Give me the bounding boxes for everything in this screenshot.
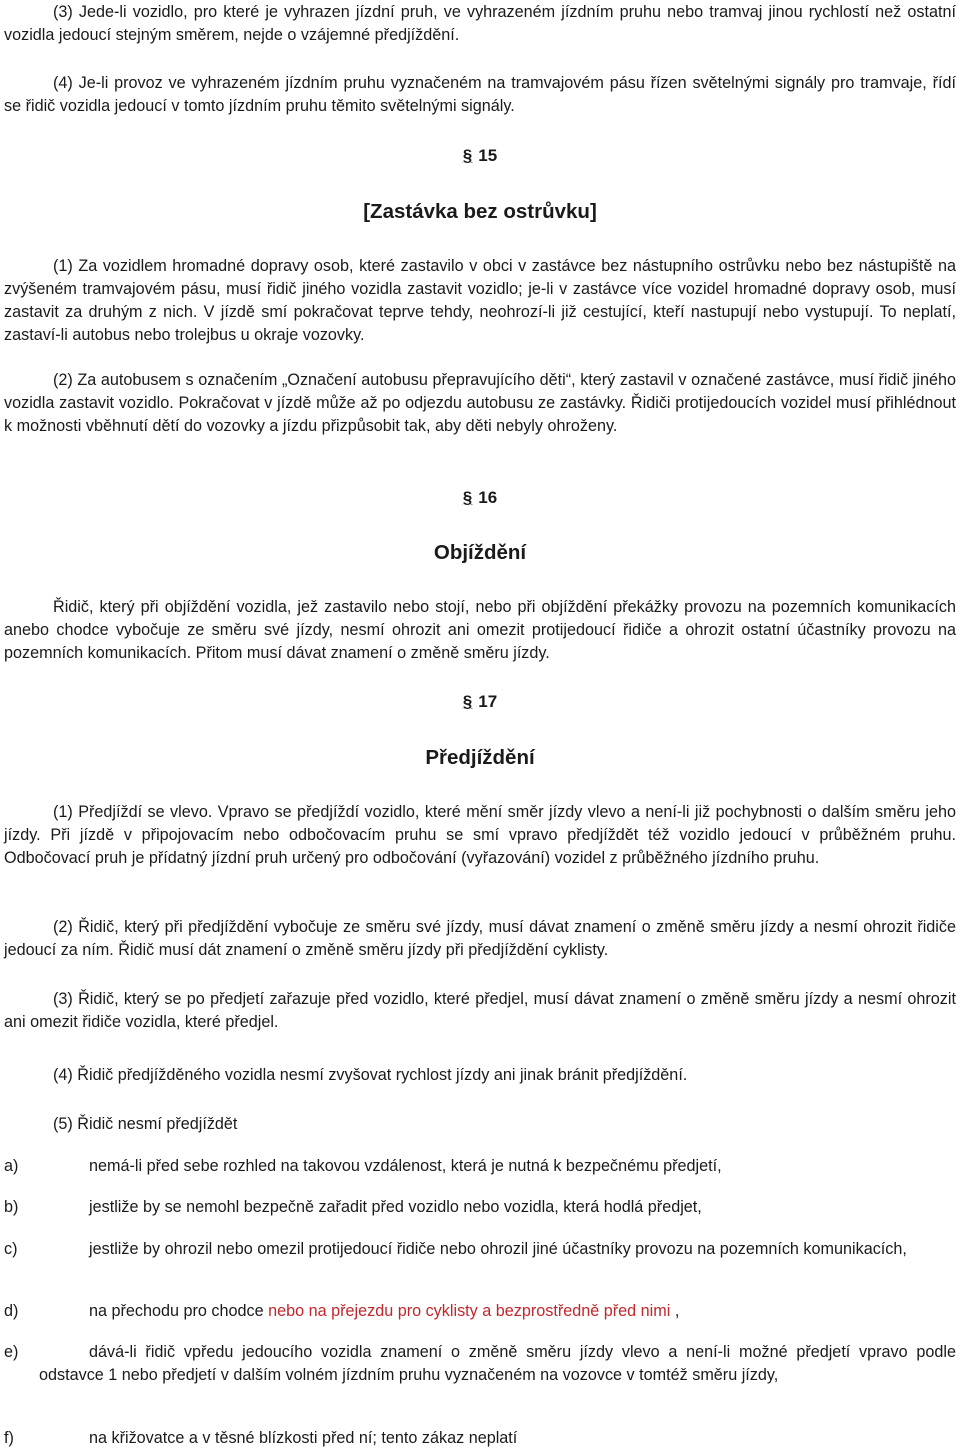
section-17-paragraph-2: (2) Řidič, který při předjíždění vybočuje ze směru své jízdy, musí dávat znamení o změně směru jízdy a nesmí ohrozit řidiče jedoucí za ním. Řidič musí dát znamení o změně směru jízdy při předjíždění cyklisty. xyxy=(4,918,956,959)
list-item-label: d) xyxy=(4,1302,19,1320)
section-symbol: § xyxy=(462,488,473,507)
section-17-number xyxy=(4,692,956,712)
list-item-text: dává-li řidič vpředu jedoucího vozidla znamení o změně směru jízdy vlevo a není-li možné předjetí vpravo podle odstavce 1 nebo předjetí v dalším volném jízdním pruhu vyznačeném na vozovce v tomtéž směru jízdy, xyxy=(39,1343,956,1384)
section-16-title: Objíždění xyxy=(433,541,527,564)
section-17-title: Předjíždění xyxy=(425,746,535,769)
section-17-paragraph-5: (5) Řidič nesmí předjíždět xyxy=(53,1115,238,1133)
section-17-paragraph-1: (1) Předjíždí se vlevo. Vpravo se předjíždí vozidlo, které mění směr jízdy vlevo a není-li již pochybnosti o dalším směru jeho jízdy. Při jízdě v připojovacím nebo odbočovacím pruhu se smí vpravo předjíždět též vozidlo jedoucí v průběžném pruhu. Odbočovací pruh je přídatný jízdní pruh určený pro odbočování (vyřazování) vozidel z průběžného jízdního pruhu. xyxy=(4,803,956,867)
list-item-f xyxy=(4,1427,956,1450)
list-item-b xyxy=(4,1196,956,1219)
section-symbol: § xyxy=(462,146,473,165)
paragraph-4: (4) Je-li provoz ve vyhrazeném jízdním pruhu vyznačeném na tramvajovém pásu řízen světelnými signály pro tramvaje, řídí se řidič vozidla jedoucí v tomto jízdním pruhu těmito světelnými signály. xyxy=(4,74,956,115)
list-item-e xyxy=(4,1341,956,1387)
list-item-text: na přechodu pro chodce xyxy=(89,1302,264,1320)
list-item-label: e) xyxy=(4,1343,19,1361)
list-item-d xyxy=(4,1300,956,1323)
list-item-label: f) xyxy=(4,1429,14,1447)
section-15-title: [Zastávka bez ostrůvku] xyxy=(363,200,597,223)
list-item-text: nemá-li před sebe rozhled na takovou vzdálenost, která je nutná k bezpečnému předjetí, xyxy=(89,1157,722,1175)
list-item-label: a) xyxy=(4,1157,19,1175)
section-number: 15 xyxy=(478,146,498,165)
list-item-tail: , xyxy=(674,1302,680,1320)
list-item-amendment-text: nebo na přejezdu pro cyklisty a bezprostředně před nimi xyxy=(268,1302,671,1320)
list-item-label: c) xyxy=(4,1240,18,1258)
section-16-number xyxy=(4,488,956,508)
section-symbol: § xyxy=(462,692,473,711)
section-number: 17 xyxy=(478,692,498,711)
section-15-paragraph-1: (1) Za vozidlem hromadné dopravy osob, které zastavilo v obci v zastávce bez nástupního ostrůvku nebo bez nástupiště na zvýšeném tramvajovém pásu, musí řidič jiného vozidla zastavit vozidlo; je-li v zastávce více vozidel hromadné dopravy osob, musí zastavit za druhým z nich. V jízdě smí pokračovat teprve tehdy, neohrozí-li již cestující, kteří nastupují nebo vystupují. To neplatí, zastaví-li autobus nebo trolejbus u okraje vozovky. xyxy=(4,257,956,344)
paragraph-3: (3) Jede-li vozidlo, pro které je vyhrazen jízdní pruh, ve vyhrazeném jízdním pruhu nebo tramvaj jinou rychlostí než ostatní vozidla jedoucí stejným směrem, nejde o vzájemné předjíždění. xyxy=(4,3,956,44)
section-15-paragraph-2: (2) Za autobusem s označením „Označení autobusu přepravujícího děti“, který zastavil v označené zastávce, musí řidič jiného vozidla zastavit vozidlo. Pokračovat v jízdě může až po odjezdu autobusu ze zastávky. Řidiči protijedoucích vozidel musí přihlédnout k možnosti vběhnutí dětí do vozovky a jízdu přizpůsobit tak, aby děti nebyly ohroženy. xyxy=(4,371,956,435)
list-item-text: jestliže by se nemohl bezpečně zařadit před vozidlo nebo vozidla, která hodlá předjet, xyxy=(89,1198,702,1216)
list-item-text: na křižovatce a v těsné blízkosti před ní; tento zákaz neplatí xyxy=(89,1429,518,1447)
section-17-paragraph-4: (4) Řidič předjížděného vozidla nesmí zvyšovat rychlost jízdy ani jinak bránit předjíždění. xyxy=(53,1066,688,1084)
list-item-a xyxy=(4,1155,956,1178)
section-17-paragraph-3: (3) Řidič, který se po předjetí zařazuje před vozidlo, které předjel, musí dávat znamení o změně směru jízdy a nesmí ohrozit ani omezit řidiče vozidla, které předjel. xyxy=(4,990,956,1031)
list-item-c xyxy=(4,1238,956,1261)
list-item-label: b) xyxy=(4,1198,19,1216)
section-15-number xyxy=(4,146,956,166)
list-item-text: jestliže by ohrozil nebo omezil protijedoucí řidiče nebo ohrozil jiné účastníky provozu na pozemních komunikacích, xyxy=(89,1240,907,1258)
section-16-paragraph: Řidič, který při objíždění vozidla, jež zastavilo nebo stojí, nebo při objíždění překážky provozu na pozemních komunikacích anebo chodce vybočuje ze směru své jízdy, nesmí ohrozit ani omezit protijedoucí řidiče a ohrozit ostatní účastníky provozu na pozemních komunikacích. Přitom musí dávat znamení o změně směru jízdy. xyxy=(4,598,956,662)
section-number: 16 xyxy=(478,488,498,507)
